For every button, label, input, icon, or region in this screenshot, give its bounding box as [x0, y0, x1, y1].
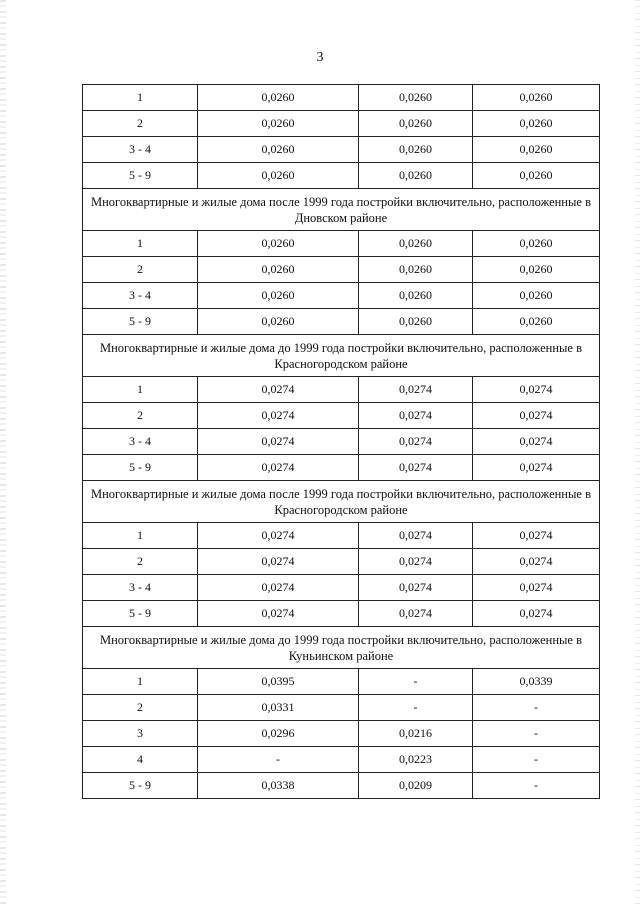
table-row	[83, 747, 600, 773]
rate-cell: 0,0260	[473, 257, 600, 283]
floor-count-cell: 5 - 9	[83, 773, 198, 799]
floor-count-cell: 5 - 9	[83, 601, 198, 627]
rate-cell: 0,0274	[359, 523, 473, 549]
rate-cell: 0,0274	[198, 601, 359, 627]
floor-count-cell: 5 - 9	[83, 455, 198, 481]
rate-cell: 0,0260	[198, 137, 359, 163]
table-row	[83, 163, 600, 189]
rate-cell: -	[473, 773, 600, 799]
rate-cell: 0,0395	[198, 669, 359, 695]
rate-cell: 0,0338	[198, 773, 359, 799]
table-row	[83, 137, 600, 163]
table-row	[83, 721, 600, 747]
rate-cell: 0,0274	[359, 377, 473, 403]
section-heading: Многоквартирные и жилые дома после 1999 года постройки включительно, расположенные в Дновском районе	[83, 189, 600, 231]
floor-count-cell: 3	[83, 721, 198, 747]
rate-cell: 0,0260	[473, 137, 600, 163]
table-row	[83, 85, 600, 111]
rate-cell: -	[198, 747, 359, 773]
rate-cell: 0,0260	[473, 231, 600, 257]
rate-cell: -	[473, 747, 600, 773]
rate-cell: 0,0274	[359, 455, 473, 481]
floor-count-cell: 1	[83, 669, 198, 695]
rate-cell: 0,0260	[473, 85, 600, 111]
rate-cell: 0,0260	[359, 283, 473, 309]
rate-cell: 0,0274	[198, 575, 359, 601]
rate-cell: 0,0274	[359, 549, 473, 575]
rate-cell: 0,0274	[473, 523, 600, 549]
rate-cell: 0,0260	[198, 309, 359, 335]
table-row	[83, 455, 600, 481]
rate-cell: 0,0260	[473, 283, 600, 309]
rate-cell: 0,0274	[359, 575, 473, 601]
floor-count-cell: 1	[83, 85, 198, 111]
rate-cell: 0,0274	[359, 601, 473, 627]
table-body	[83, 85, 600, 799]
rate-cell: 0,0260	[198, 85, 359, 111]
table-row	[83, 231, 600, 257]
table-row	[83, 309, 600, 335]
rate-cell: 0,0260	[473, 163, 600, 189]
rate-cell: 0,0274	[198, 403, 359, 429]
section-heading-row	[83, 627, 600, 669]
section-heading-row	[83, 481, 600, 523]
rate-cell: -	[473, 721, 600, 747]
table-row	[83, 575, 600, 601]
scan-edge-left	[0, 0, 6, 905]
table-row	[83, 429, 600, 455]
rate-cell: 0,0274	[198, 429, 359, 455]
floor-count-cell: 2	[83, 111, 198, 137]
floor-count-cell: 3 - 4	[83, 575, 198, 601]
rate-cell: 0,0260	[198, 111, 359, 137]
section-heading-row	[83, 335, 600, 377]
rate-cell: 0,0274	[198, 377, 359, 403]
rate-cell: 0,0296	[198, 721, 359, 747]
rate-cell: 0,0274	[359, 403, 473, 429]
section-heading-row	[83, 189, 600, 231]
table-row	[83, 403, 600, 429]
rate-cell: 0,0260	[473, 309, 600, 335]
rate-cell: 0,0216	[359, 721, 473, 747]
rate-cell: 0,0274	[473, 549, 600, 575]
floor-count-cell: 1	[83, 523, 198, 549]
table-row	[83, 111, 600, 137]
rate-cell: 0,0274	[359, 429, 473, 455]
rate-cell: 0,0274	[473, 403, 600, 429]
rate-cell: 0,0274	[473, 601, 600, 627]
floor-count-cell: 1	[83, 231, 198, 257]
section-heading: Многоквартирные и жилые дома до 1999 года постройки включительно, расположенные в Красногородском районе	[83, 335, 600, 377]
rate-cell: 0,0274	[473, 575, 600, 601]
rate-cell: 0,0260	[359, 137, 473, 163]
rate-cell: -	[359, 695, 473, 721]
table-row	[83, 257, 600, 283]
rate-cell: 0,0260	[198, 283, 359, 309]
floor-count-cell: 2	[83, 403, 198, 429]
floor-count-cell: 3 - 4	[83, 137, 198, 163]
rate-cell: 0,0260	[359, 309, 473, 335]
floor-count-cell: 2	[83, 549, 198, 575]
rate-cell: 0,0274	[473, 455, 600, 481]
rate-cell: 0,0223	[359, 747, 473, 773]
table-row	[83, 377, 600, 403]
section-heading: Многоквартирные и жилые дома до 1999 года постройки включительно, расположенные в Куньинском районе	[83, 627, 600, 669]
rate-cell: 0,0274	[198, 455, 359, 481]
section-heading: Многоквартирные и жилые дома после 1999 года постройки включительно, расположенные в Красногородском районе	[83, 481, 600, 523]
floor-count-cell: 5 - 9	[83, 309, 198, 335]
floor-count-cell: 3 - 4	[83, 429, 198, 455]
page-number: 3	[316, 50, 324, 65]
rate-cell: 0,0260	[198, 163, 359, 189]
rate-cell: 0,0260	[198, 257, 359, 283]
rate-cell: 0,0260	[359, 111, 473, 137]
rate-cell: 0,0274	[473, 429, 600, 455]
rate-cell: 0,0260	[359, 163, 473, 189]
rate-cell: 0,0209	[359, 773, 473, 799]
floor-count-cell: 2	[83, 695, 198, 721]
table-row	[83, 695, 600, 721]
rate-cell: 0,0260	[359, 231, 473, 257]
rate-cell: 0,0331	[198, 695, 359, 721]
tariff-table	[82, 84, 600, 799]
rate-cell: 0,0260	[473, 111, 600, 137]
rate-cell: 0,0339	[473, 669, 600, 695]
floor-count-cell: 1	[83, 377, 198, 403]
rate-cell: 0,0260	[198, 231, 359, 257]
floor-count-cell: 2	[83, 257, 198, 283]
rate-cell: -	[359, 669, 473, 695]
rate-cell: 0,0260	[359, 85, 473, 111]
table-row	[83, 283, 600, 309]
table-row	[83, 669, 600, 695]
rate-cell: 0,0274	[198, 523, 359, 549]
scan-edge-right	[635, 0, 640, 905]
floor-count-cell: 3 - 4	[83, 283, 198, 309]
rate-cell: 0,0274	[198, 549, 359, 575]
table-row	[83, 549, 600, 575]
floor-count-cell: 5 - 9	[83, 163, 198, 189]
rate-cell: 0,0260	[359, 257, 473, 283]
rate-cell: 0,0274	[473, 377, 600, 403]
floor-count-cell: 4	[83, 747, 198, 773]
table-row	[83, 601, 600, 627]
rate-cell: -	[473, 695, 600, 721]
table-row	[83, 773, 600, 799]
table-row	[83, 523, 600, 549]
